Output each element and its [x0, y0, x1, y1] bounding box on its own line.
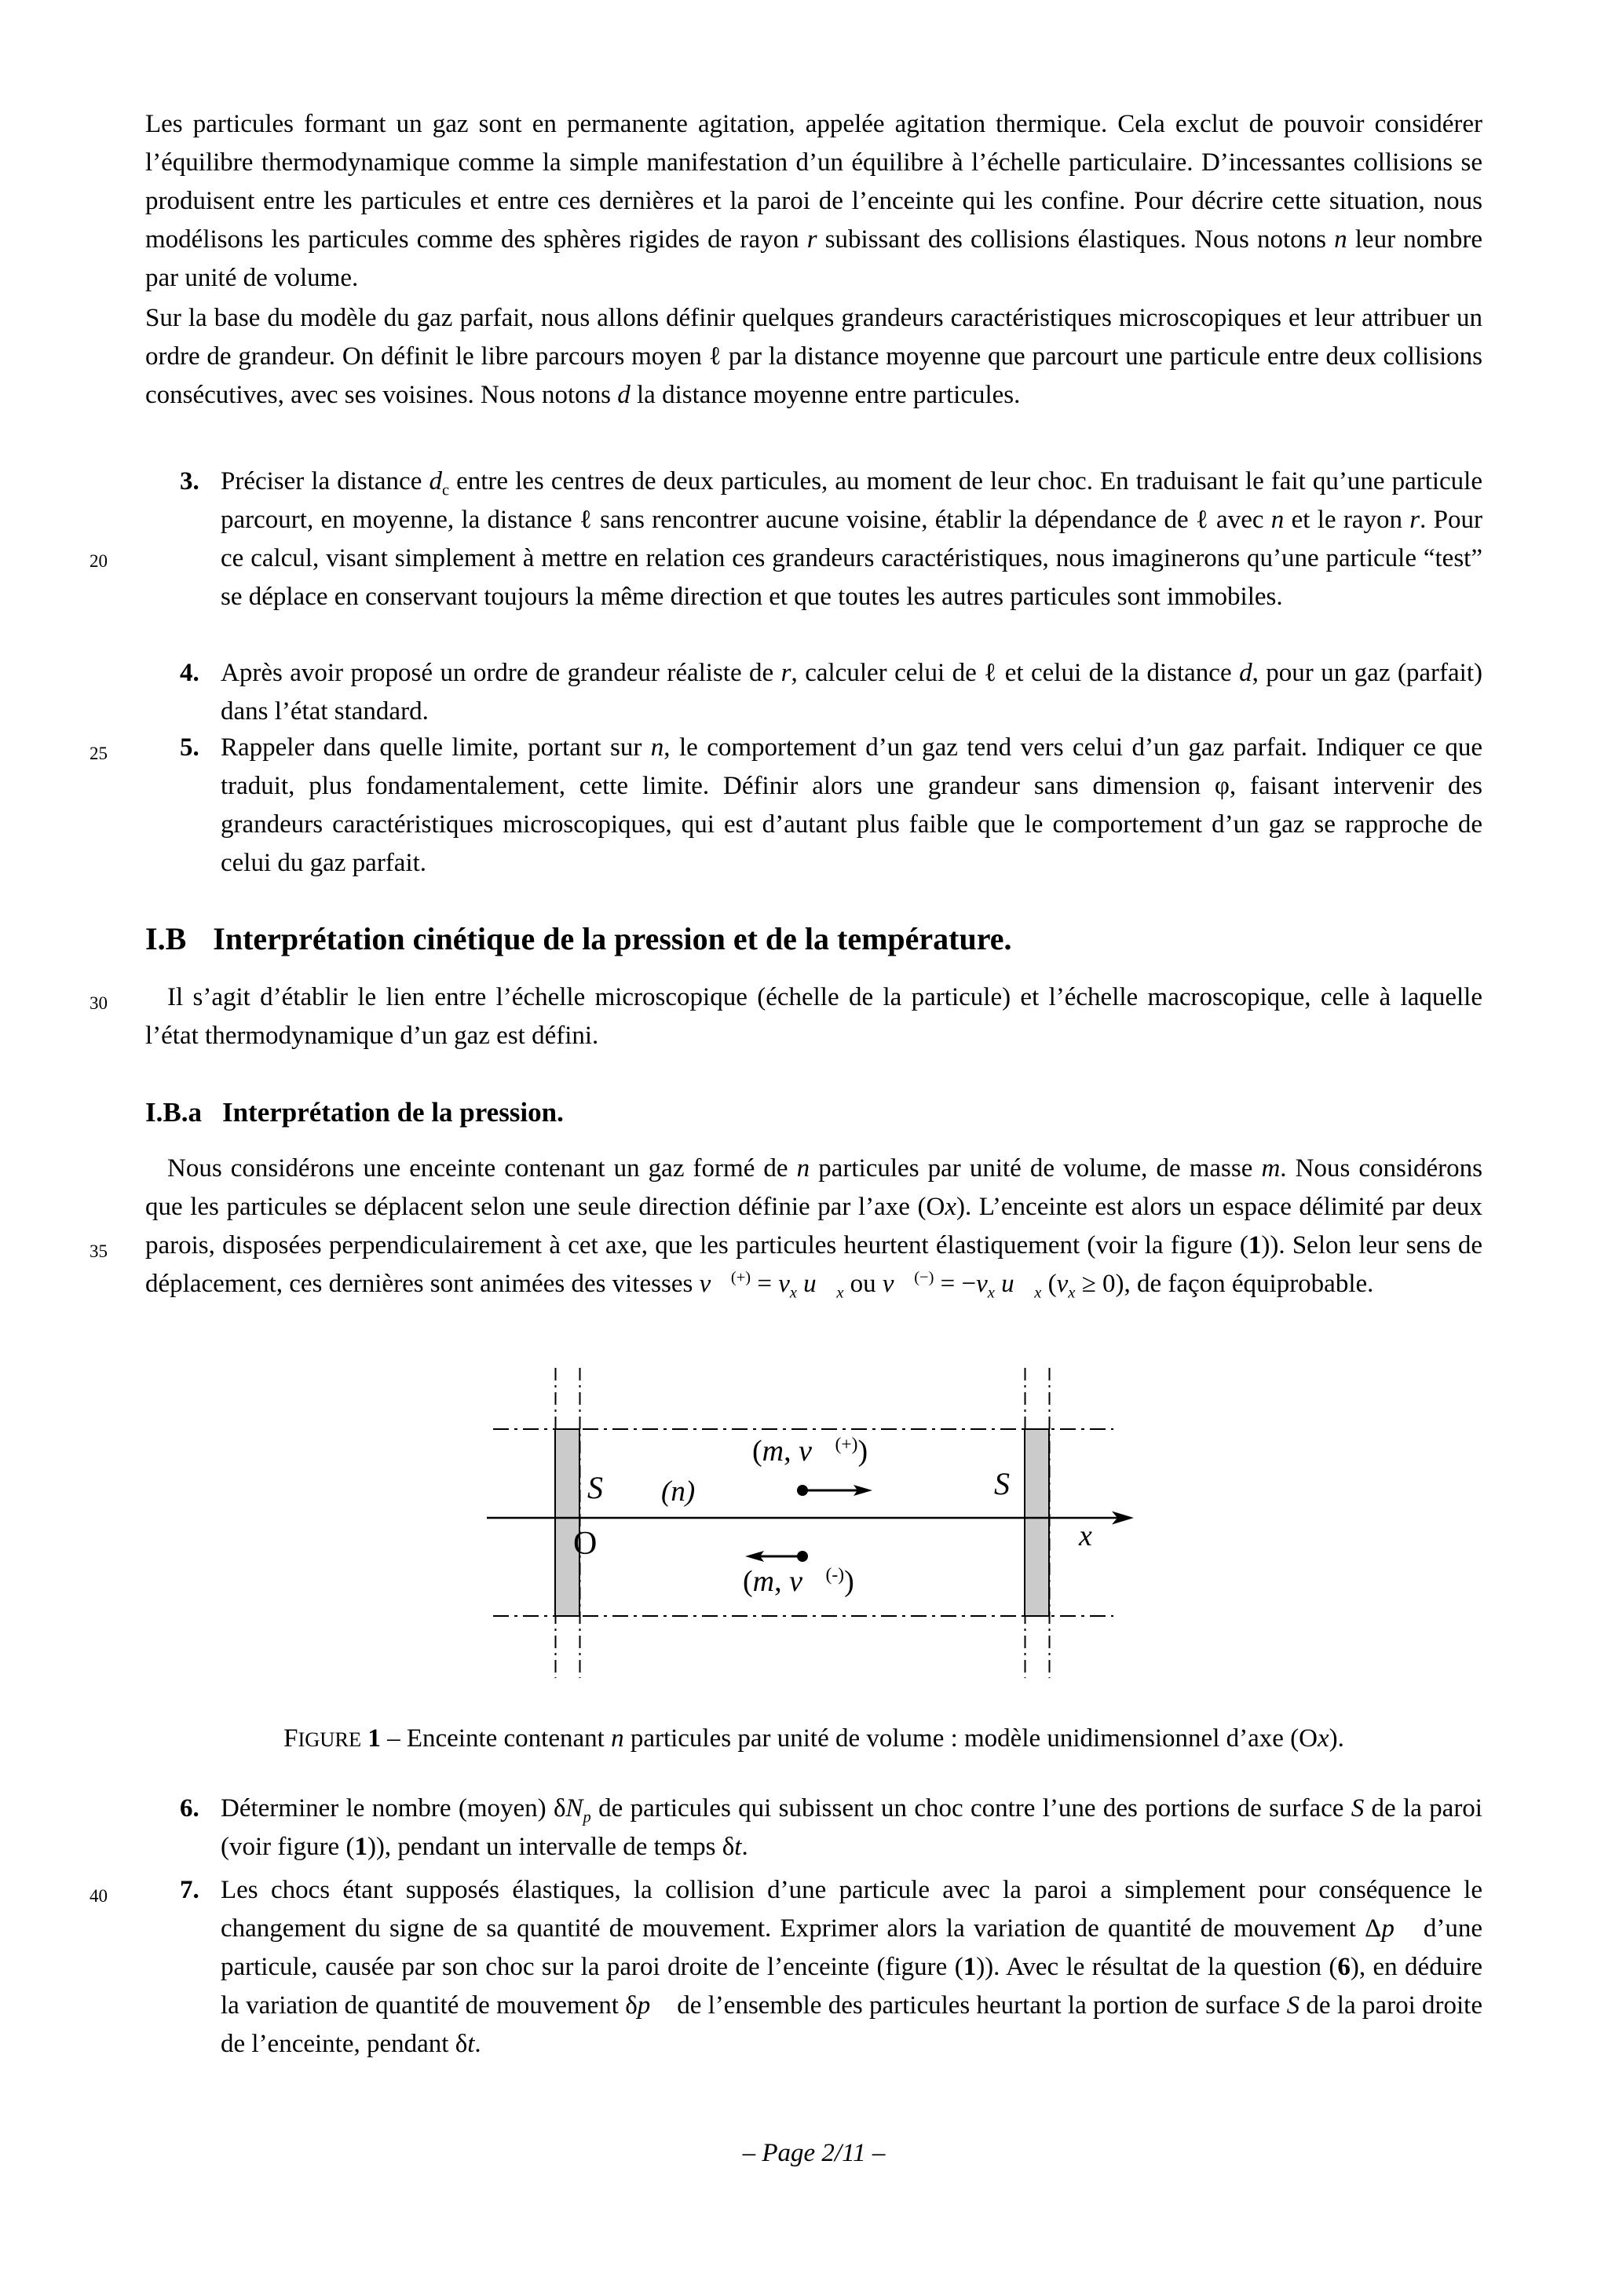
question-text: Après avoir proposé un ordre de grandeur réaliste de r, calculer celui de ℓ et celui de la distance d, pour un gaz (parfait) dans l’état standard.	[221, 659, 1483, 726]
paragraph-ib: Il s’agit d’établir le lien entre l’échelle microscopique (échelle de la particule) et l’échelle macroscopique, celle à laquelle l’état thermodynamique d’un gaz est défini.	[145, 983, 1482, 1050]
question-text: Les chocs étant supposés élastiques, la collision d’une particule avec la paroi a simplement pour conséquence le changement du signe de sa quantité de mouvement. Exprimer alors la variation de quantité de mouvement Δp⃗ d’une particule, causée par son choc sur la paroi droite de l’enceinte (figure (1)). Avec le résultat de la question (6), en déduire la variation de quantité de mouvement δp⃗ de l’ensemble des particules heurtant la portion de surface S de la paroi droite de l’enceinte, pendant δt.	[221, 1876, 1482, 2058]
paragraph-iba: Nous considérons une enceinte contenant un gaz formé de n particules par unité de volume, de masse m. Nous considérons que les particules se déplacent selon une seule direction définie par l’axe (Ox). L’enceinte est alors un espace délimité par deux parois, disposées perpendiculairement à cet axe, que les particules heurtent élastiquement (voir la figure (1)). Selon leur sens de déplacement, ces dernières sont animées des vitesses v⃗(+) = $v_x$ $u⃗_x$ ou v⃗(−) = $-v_x$ $u⃗_x$ $(v_x \ge 0)$, de façon équiprobable.	[145, 1154, 1483, 1302]
question-text: Rappeler dans quelle limite, portant sur n, le comportement d’un gaz tend vers celui d’un gaz parfait. Indiquer ce que traduit, plus fondamentalement, cette limite. Définir alors une grandeur sans dimension φ, faisant intervenir des grandeurs caractéristiques microscopiques, qui est d’autant plus faible que le comportement d’un gaz se rapproche de celui du gaz parfait.	[221, 733, 1482, 877]
question-number: 7.	[180, 1876, 199, 1904]
section-title: Interprétation cinétique de la pression et de la température.	[213, 921, 1012, 956]
section-number: I.B	[145, 921, 187, 956]
question-number: 6.	[180, 1794, 199, 1823]
surface-label-right: S	[994, 1466, 1010, 1501]
origin-label: O	[573, 1526, 598, 1562]
question-item-6	[180, 1790, 1482, 1866]
figure-caption: FIGURE 1 – Enceinte contenant n particules par unité de volume : modèle unidimensionnel d’axe (Ox).	[283, 1724, 1344, 1753]
question-text: Déterminer le nombre (moyen) $\delta N_p$ de particules qui subissent un choc contre l’une des portions de surface S de la paroi (voir figure (1)), pendant un intervalle de temps δt.	[221, 1794, 1482, 1861]
question-number: 3.	[180, 467, 199, 495]
figure-1-drawing	[259, 1364, 1170, 1682]
margin-line-number-25: 25	[90, 744, 108, 763]
question-text: Préciser la distance $d_c$ entre les centres de deux particules, au moment de leur choc. En traduisant le fait qu’une particule parcourt, en moyenne, la distance ℓ sans rencontrer aucune voisine, établir la dépendance de ℓ avec n et le rayon r. Pour ce calcul, visant simplement à mettre en relation ces grandeurs caractéristiques, nous imaginerons qu’une particule “test” se déplace en conservant toujours la même direction et que toutes les autres particules sont immobiles.	[221, 467, 1483, 611]
page-footer: – Page 2/11 –	[742, 2139, 886, 2167]
section-title: Interprétation de la pression.	[221, 1097, 564, 1128]
section-number: I.B.a	[145, 1097, 202, 1128]
particle-minus-label: (m, v⃗(-))	[743, 1564, 854, 1598]
question-item-7	[180, 1871, 1482, 2064]
paragraph-intro-2: Sur la base du modèle du gaz parfait, nous allons définir quelques grandeurs caractéristiques microscopiques et leur attribuer un ordre de grandeur. On définit le libre parcours moyen ℓ par la distance moyenne que parcourt une particule entre deux collisions consécutives, avec ses voisines. Nous notons d la distance moyenne entre particules.	[145, 304, 1482, 409]
paragraph-intro-1: Les particules formant un gaz sont en permanente agitation, appelée agitation thermique. Cela exclut de pouvoir considérer l’équilibre thermodynamique comme la simple manifestation d’un équilibre à l’échelle particulaire. D’incessantes collisions se produisent entre les particules et entre ces dernières et la paroi de l’enceinte qui les confine. Pour décrire cette situation, nous modélisons les particules comme des sphères rigides de rayon r subissant des collisions élastiques. Nous notons n leur nombre par unité de volume.	[145, 110, 1482, 292]
margin-line-number-20: 20	[90, 551, 108, 571]
right-wall	[1025, 1429, 1049, 1616]
x-axis-label: x	[1079, 1519, 1092, 1552]
question-number: 5.	[180, 733, 199, 762]
margin-line-number-40: 40	[90, 1886, 108, 1906]
section-heading-iba	[145, 1096, 564, 1129]
left-wall	[555, 1429, 579, 1616]
density-label: (n)	[661, 1475, 696, 1508]
particle-plus-label: (m, v⃗(+))	[752, 1434, 868, 1468]
figure-1	[259, 1364, 1170, 1682]
question-item-4	[180, 654, 1483, 731]
question-item-3	[180, 462, 1483, 616]
question-number: 4.	[180, 659, 199, 687]
margin-line-number-35: 35	[90, 1241, 108, 1261]
surface-label-left: S	[587, 1470, 603, 1505]
question-item-5	[180, 729, 1482, 883]
margin-line-number-30: 30	[90, 993, 108, 1013]
section-heading-ib	[145, 920, 1012, 958]
